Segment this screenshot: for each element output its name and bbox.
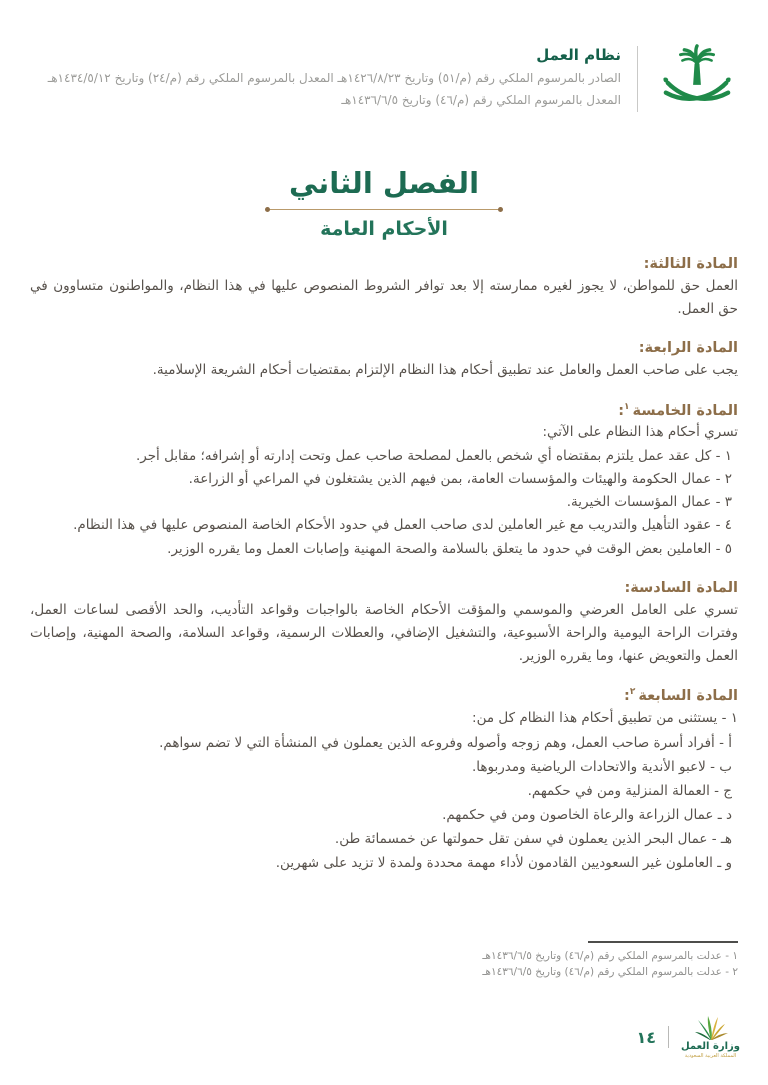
article-six-heading: المادة السادسة: (624, 579, 738, 596)
article-seven-heading (30, 687, 738, 704)
article-six (30, 580, 738, 669)
list-item: ٥ - العاملين بعض الوقت في حدود ما يتعلق بالسلامة والصحة المهنية وإصابات العمل وما يقرره الوزير. (167, 540, 732, 557)
article-three (30, 256, 738, 321)
footnote-1: ١ - عدلت بالمرسوم الملكي رقم (م/٤٦) وتاريخ ١٤٣٦/٦/٥هـ (482, 950, 738, 962)
articles-content (30, 256, 738, 894)
list-item: و ـ العاملون غير السعوديين القادمون لأداء مهمة محددة ولمدة لا تزيد على شهرين. (275, 854, 732, 871)
article-five-heading-colon: : (618, 402, 625, 419)
article-six-body: تسري على العامل العرضي والموسمي والمؤقت الأحكام الخاصة بالواجبات وقواعد التأديب، والحد الأقصى لساعات العمل، وفترات الراحة اليومية والراحة الأسبوعية، والتشغيل الإضافي، والعطلات الرسمية، وقواعد السلامة، والصحة المهنية، وإصابات العمل والتعويض عنها، وما يقرره الوزير. (30, 601, 738, 665)
document-header (28, 44, 740, 120)
footnotes-block (30, 941, 738, 981)
list-item: ب - لاعبو الأندية والاتحادات الرياضية ومدربوها. (471, 758, 732, 775)
ministry-of-labor-logo (681, 1015, 740, 1059)
article-five-items (30, 445, 738, 561)
ministry-country: المملكة العربية السعودية (684, 1053, 737, 1059)
chapter-title: الفصل الثاني (288, 166, 480, 200)
header-text-block (28, 44, 621, 111)
article-three-heading: المادة الثالثة: (643, 256, 738, 272)
document-title: نظام العمل (536, 46, 621, 64)
page-footer (636, 1015, 740, 1059)
list-item: ٣ - عمال المؤسسات الخيرية. (566, 494, 732, 511)
article-five-heading (30, 402, 738, 419)
article-seven-heading-colon: : (624, 688, 630, 705)
article-seven-items (30, 731, 738, 875)
article-four (30, 340, 738, 382)
list-item: ٢ - عمال الحكومة والهيئات والمؤسسات العامة، بمن فيهم الذين يشتغلون في المراعي أو الزراعة. (188, 470, 732, 487)
article-four-heading: المادة الرابعة: (638, 340, 738, 357)
list-item: د ـ عمال الزراعة والرعاة الخاصون ومن في حكمهم. (442, 806, 732, 823)
list-item: ١ - كل عقد عمل يلتزم بمقتضاه أي شخص بالعمل لمصلحة صاحب عمل وتحت إدارته أو إشرافه؛ مقابل أجر. (135, 447, 732, 464)
page-number: ١٤ (636, 1027, 656, 1047)
footnote-ref-1: ١ (624, 401, 630, 412)
article-seven-intro: ١ - يستثنى من تطبيق أحكام هذا النظام كل من: (472, 710, 738, 727)
saudi-emblem-icon (654, 44, 740, 120)
list-item: ٤ - عقود التأهيل والتدريب مع غير العاملين لدى صاحب العمل في حدود الأحكام الخاصة المنصوص عليها في هذا النظام. (73, 517, 732, 534)
footnote-ref-2: ٢ (629, 687, 636, 698)
palm-leaves-icon (689, 1015, 733, 1041)
chapter-block (0, 166, 768, 240)
footnote-divider (588, 941, 738, 943)
footer-divider (668, 1026, 669, 1048)
article-seven (30, 687, 738, 874)
article-five-heading-text: المادة الخامسة (632, 402, 738, 419)
list-item: هـ - عمال البحر الذين يعملون في سفن تقل حمولتها عن خمسمائة طن. (334, 830, 732, 847)
decree-line-2: المعدل بالمرسوم الملكي رقم (م/٤٦) وتاريخ ١٤٣٦/٦/٥هـ (341, 92, 621, 107)
list-item: أ - أفراد أسرة صاحب العمل، وهم زوجه وأصوله وفروعه الذين يعملون في المنشأة التي لا تضم سواهم. (159, 734, 732, 751)
article-four-body: يجب على صاحب العمل والعامل عند تطبيق أحكام هذا النظام الإلتزام بمقتضيات أحكام الشريعة الإسلامية. (152, 362, 738, 379)
article-three-body: العمل حق للمواطن، لا يجوز لغيره ممارسته إلا بعد توافر الشروط المنصوص عليها في هذا النظام، والمواطنون متساوون في حق العمل. (30, 278, 738, 318)
ministry-name: وزارة العمل (681, 1041, 740, 1052)
article-five-intro: تسري أحكام هذا النظام على الآتي: (542, 424, 738, 441)
header-divider (637, 46, 638, 112)
list-item: ج - العمالة المنزلية ومن في حكمهم. (527, 782, 732, 799)
chapter-subtitle: الأحكام العامة (320, 218, 448, 240)
article-seven-heading-text: المادة السابعة (638, 688, 738, 705)
decree-line-1: الصادر بالمرسوم الملكي رقم (م/٥١) وتاريخ ١٤٢٦/٨/٢٣هـ المعدل بالمرسوم الملكي رقم (م/٢٤) وتاريخ ١٤٣٤/٥/١٢هـ (47, 71, 621, 85)
chapter-divider (268, 209, 500, 210)
footnote-2: ٢ - عدلت بالمرسوم الملكي رقم (م/٤٦) وتاريخ ١٤٣٦/٦/٥هـ (482, 966, 738, 979)
article-five (30, 402, 738, 561)
